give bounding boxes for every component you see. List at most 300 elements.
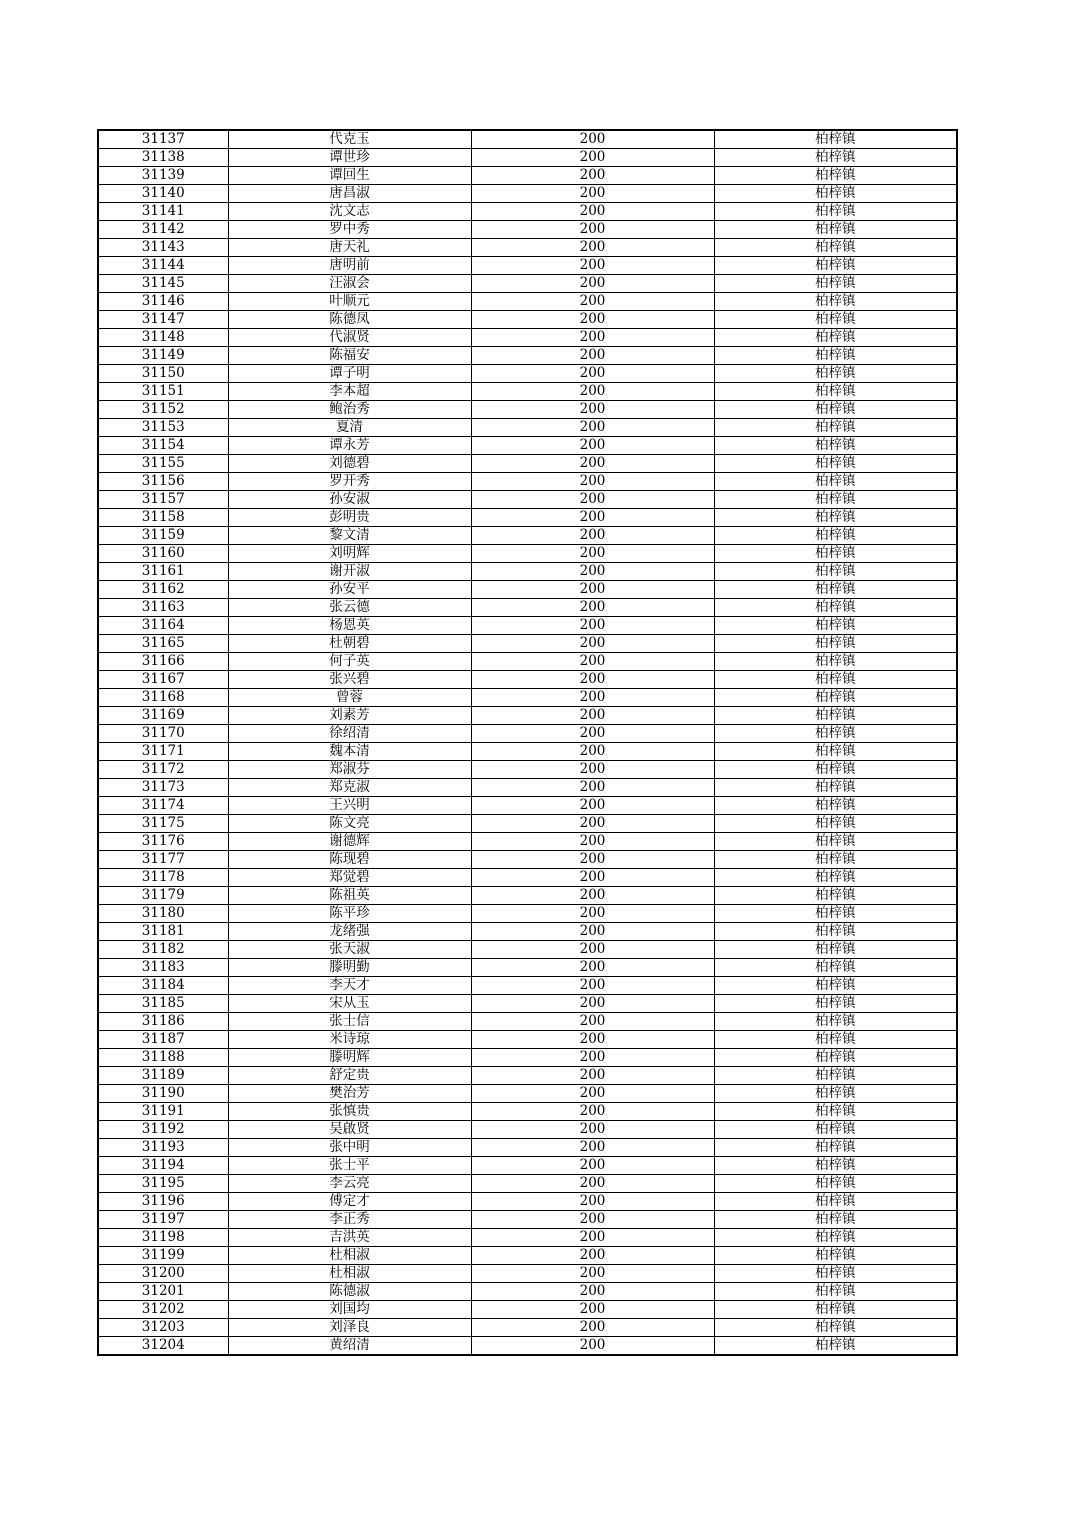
- table-row: [98, 365, 957, 383]
- table-row: [98, 689, 957, 707]
- town-cell: 柏梓镇: [714, 1067, 957, 1085]
- name-cell: 陈福安: [228, 347, 471, 365]
- name-cell: 黄绍清: [228, 1337, 471, 1356]
- town-cell: 柏梓镇: [714, 509, 957, 527]
- table-row: [98, 1103, 957, 1121]
- amount-cell: 200: [471, 1301, 714, 1319]
- table-row: [98, 185, 957, 203]
- amount-cell: 200: [471, 761, 714, 779]
- town-cell: 柏梓镇: [714, 599, 957, 617]
- name-cell: 刘素芳: [228, 707, 471, 725]
- serial-number-cell: 31189: [98, 1067, 228, 1085]
- town-cell: 柏梓镇: [714, 563, 957, 581]
- table-row: [98, 1229, 957, 1247]
- town-cell: 柏梓镇: [714, 473, 957, 491]
- town-cell: 柏梓镇: [714, 725, 957, 743]
- amount-cell: 200: [471, 779, 714, 797]
- name-cell: 杜相淑: [228, 1247, 471, 1265]
- name-cell: 刘国均: [228, 1301, 471, 1319]
- table-row: [98, 833, 957, 851]
- name-cell: 张云德: [228, 599, 471, 617]
- serial-number-cell: 31174: [98, 797, 228, 815]
- name-cell: 滕明勤: [228, 959, 471, 977]
- table-row: [98, 1067, 957, 1085]
- town-cell: 柏梓镇: [714, 977, 957, 995]
- name-cell: 唐天礼: [228, 239, 471, 257]
- serial-number-cell: 31161: [98, 563, 228, 581]
- table-row: [98, 599, 957, 617]
- table-row: [98, 977, 957, 995]
- name-cell: 郑淑芬: [228, 761, 471, 779]
- serial-number-cell: 31160: [98, 545, 228, 563]
- table-row: [98, 635, 957, 653]
- town-cell: 柏梓镇: [714, 1085, 957, 1103]
- serial-number-cell: 31149: [98, 347, 228, 365]
- table-row: [98, 419, 957, 437]
- amount-cell: 200: [471, 275, 714, 293]
- serial-number-cell: 31194: [98, 1157, 228, 1175]
- serial-number-cell: 31191: [98, 1103, 228, 1121]
- town-cell: 柏梓镇: [714, 491, 957, 509]
- name-cell: 张兴碧: [228, 671, 471, 689]
- town-cell: 柏梓镇: [714, 347, 957, 365]
- table-row: [98, 1049, 957, 1067]
- amount-cell: 200: [471, 995, 714, 1013]
- amount-cell: 200: [471, 1013, 714, 1031]
- amount-cell: 200: [471, 1265, 714, 1283]
- town-cell: 柏梓镇: [714, 1211, 957, 1229]
- name-cell: 唐明前: [228, 257, 471, 275]
- amount-cell: 200: [471, 1085, 714, 1103]
- serial-number-cell: 31188: [98, 1049, 228, 1067]
- table-row: [98, 1193, 957, 1211]
- amount-cell: 200: [471, 311, 714, 329]
- serial-number-cell: 31164: [98, 617, 228, 635]
- name-cell: 张天淑: [228, 941, 471, 959]
- town-cell: 柏梓镇: [714, 365, 957, 383]
- amount-cell: 200: [471, 887, 714, 905]
- amount-cell: 200: [471, 1175, 714, 1193]
- name-cell: 魏本清: [228, 743, 471, 761]
- town-cell: 柏梓镇: [714, 1229, 957, 1247]
- town-cell: 柏梓镇: [714, 1157, 957, 1175]
- name-cell: 唐昌淑: [228, 185, 471, 203]
- town-cell: 柏梓镇: [714, 1121, 957, 1139]
- serial-number-cell: 31153: [98, 419, 228, 437]
- name-cell: 夏清: [228, 419, 471, 437]
- name-cell: 陈平珍: [228, 905, 471, 923]
- name-cell: 樊治芳: [228, 1085, 471, 1103]
- town-cell: 柏梓镇: [714, 905, 957, 923]
- amount-cell: 200: [471, 905, 714, 923]
- town-cell: 柏梓镇: [714, 239, 957, 257]
- table-row: [98, 1337, 957, 1356]
- serial-number-cell: 31166: [98, 653, 228, 671]
- serial-number-cell: 31145: [98, 275, 228, 293]
- amount-cell: 200: [471, 671, 714, 689]
- serial-number-cell: 31172: [98, 761, 228, 779]
- town-cell: 柏梓镇: [714, 689, 957, 707]
- town-cell: 柏梓镇: [714, 311, 957, 329]
- roster-table: [97, 129, 958, 1356]
- amount-cell: 200: [471, 833, 714, 851]
- serial-number-cell: 31183: [98, 959, 228, 977]
- amount-cell: 200: [471, 707, 714, 725]
- town-cell: 柏梓镇: [714, 329, 957, 347]
- serial-number-cell: 31197: [98, 1211, 228, 1229]
- serial-number-cell: 31193: [98, 1139, 228, 1157]
- table-row: [98, 1211, 957, 1229]
- amount-cell: 200: [471, 437, 714, 455]
- town-cell: 柏梓镇: [714, 185, 957, 203]
- name-cell: 米诗琼: [228, 1031, 471, 1049]
- town-cell: 柏梓镇: [714, 1337, 957, 1356]
- name-cell: 张中明: [228, 1139, 471, 1157]
- serial-number-cell: 31140: [98, 185, 228, 203]
- serial-number-cell: 31141: [98, 203, 228, 221]
- name-cell: 罗开秀: [228, 473, 471, 491]
- name-cell: 鲍治秀: [228, 401, 471, 419]
- amount-cell: 200: [471, 1337, 714, 1356]
- town-cell: 柏梓镇: [714, 959, 957, 977]
- table-row: [98, 149, 957, 167]
- town-cell: 柏梓镇: [714, 833, 957, 851]
- serial-number-cell: 31156: [98, 473, 228, 491]
- serial-number-cell: 31147: [98, 311, 228, 329]
- serial-number-cell: 31176: [98, 833, 228, 851]
- town-cell: 柏梓镇: [714, 941, 957, 959]
- serial-number-cell: 31201: [98, 1283, 228, 1301]
- table-row: [98, 923, 957, 941]
- town-cell: 柏梓镇: [714, 1319, 957, 1337]
- serial-number-cell: 31169: [98, 707, 228, 725]
- name-cell: 徐绍清: [228, 725, 471, 743]
- town-cell: 柏梓镇: [714, 779, 957, 797]
- town-cell: 柏梓镇: [714, 617, 957, 635]
- amount-cell: 200: [471, 527, 714, 545]
- town-cell: 柏梓镇: [714, 1175, 957, 1193]
- table-row: [98, 203, 957, 221]
- name-cell: 吴啟贤: [228, 1121, 471, 1139]
- name-cell: 谢德辉: [228, 833, 471, 851]
- serial-number-cell: 31144: [98, 257, 228, 275]
- amount-cell: 200: [471, 329, 714, 347]
- serial-number-cell: 31137: [98, 130, 228, 149]
- table-row: [98, 869, 957, 887]
- town-cell: 柏梓镇: [714, 437, 957, 455]
- table-row: [98, 563, 957, 581]
- serial-number-cell: 31195: [98, 1175, 228, 1193]
- table-row: [98, 995, 957, 1013]
- town-cell: 柏梓镇: [714, 653, 957, 671]
- town-cell: 柏梓镇: [714, 743, 957, 761]
- amount-cell: 200: [471, 959, 714, 977]
- amount-cell: 200: [471, 1103, 714, 1121]
- table-row: [98, 1121, 957, 1139]
- name-cell: 陈德淑: [228, 1283, 471, 1301]
- amount-cell: 200: [471, 599, 714, 617]
- amount-cell: 200: [471, 1193, 714, 1211]
- table-row: [98, 671, 957, 689]
- name-cell: 张士平: [228, 1157, 471, 1175]
- name-cell: 陈德凤: [228, 311, 471, 329]
- name-cell: 黎文清: [228, 527, 471, 545]
- amount-cell: 200: [471, 185, 714, 203]
- serial-number-cell: 31142: [98, 221, 228, 239]
- serial-number-cell: 31181: [98, 923, 228, 941]
- serial-number-cell: 31177: [98, 851, 228, 869]
- serial-number-cell: 31155: [98, 455, 228, 473]
- table-row: [98, 1031, 957, 1049]
- name-cell: 吉洪英: [228, 1229, 471, 1247]
- amount-cell: 200: [471, 869, 714, 887]
- table-row: [98, 401, 957, 419]
- name-cell: 陈文亮: [228, 815, 471, 833]
- name-cell: 王兴明: [228, 797, 471, 815]
- serial-number-cell: 31182: [98, 941, 228, 959]
- serial-number-cell: 31148: [98, 329, 228, 347]
- name-cell: 舒定贵: [228, 1067, 471, 1085]
- town-cell: 柏梓镇: [714, 149, 957, 167]
- amount-cell: 200: [471, 977, 714, 995]
- table-row: [98, 743, 957, 761]
- name-cell: 陈祖英: [228, 887, 471, 905]
- town-cell: 柏梓镇: [714, 671, 957, 689]
- serial-number-cell: 31203: [98, 1319, 228, 1337]
- name-cell: 李天才: [228, 977, 471, 995]
- town-cell: 柏梓镇: [714, 401, 957, 419]
- amount-cell: 200: [471, 797, 714, 815]
- amount-cell: 200: [471, 239, 714, 257]
- amount-cell: 200: [471, 167, 714, 185]
- serial-number-cell: 31151: [98, 383, 228, 401]
- town-cell: 柏梓镇: [714, 257, 957, 275]
- name-cell: 杜朝碧: [228, 635, 471, 653]
- amount-cell: 200: [471, 815, 714, 833]
- table-row: [98, 383, 957, 401]
- town-cell: 柏梓镇: [714, 130, 957, 149]
- amount-cell: 200: [471, 203, 714, 221]
- table-row: [98, 455, 957, 473]
- serial-number-cell: 31204: [98, 1337, 228, 1356]
- table-row: [98, 653, 957, 671]
- amount-cell: 200: [471, 689, 714, 707]
- name-cell: 郑觉碧: [228, 869, 471, 887]
- serial-number-cell: 31158: [98, 509, 228, 527]
- name-cell: 谭回生: [228, 167, 471, 185]
- town-cell: 柏梓镇: [714, 1031, 957, 1049]
- name-cell: 孙安平: [228, 581, 471, 599]
- serial-number-cell: 31178: [98, 869, 228, 887]
- serial-number-cell: 31173: [98, 779, 228, 797]
- table-row: [98, 1265, 957, 1283]
- serial-number-cell: 31154: [98, 437, 228, 455]
- name-cell: 代克玉: [228, 130, 471, 149]
- name-cell: 罗中秀: [228, 221, 471, 239]
- amount-cell: 200: [471, 365, 714, 383]
- roster-table-body: [98, 130, 957, 1355]
- serial-number-cell: 31196: [98, 1193, 228, 1211]
- amount-cell: 200: [471, 563, 714, 581]
- serial-number-cell: 31170: [98, 725, 228, 743]
- serial-number-cell: 31152: [98, 401, 228, 419]
- name-cell: 沈文志: [228, 203, 471, 221]
- name-cell: 刘明辉: [228, 545, 471, 563]
- serial-number-cell: 31202: [98, 1301, 228, 1319]
- name-cell: 彭明贵: [228, 509, 471, 527]
- table-row: [98, 275, 957, 293]
- name-cell: 曾蓉: [228, 689, 471, 707]
- amount-cell: 200: [471, 1139, 714, 1157]
- serial-number-cell: 31185: [98, 995, 228, 1013]
- town-cell: 柏梓镇: [714, 455, 957, 473]
- amount-cell: 200: [471, 293, 714, 311]
- name-cell: 刘德碧: [228, 455, 471, 473]
- amount-cell: 200: [471, 1121, 714, 1139]
- town-cell: 柏梓镇: [714, 1193, 957, 1211]
- amount-cell: 200: [471, 653, 714, 671]
- name-cell: 龙绪强: [228, 923, 471, 941]
- town-cell: 柏梓镇: [714, 851, 957, 869]
- serial-number-cell: 31157: [98, 491, 228, 509]
- serial-number-cell: 31167: [98, 671, 228, 689]
- name-cell: 谭永芳: [228, 437, 471, 455]
- table-row: [98, 1283, 957, 1301]
- amount-cell: 200: [471, 401, 714, 419]
- serial-number-cell: 31165: [98, 635, 228, 653]
- town-cell: 柏梓镇: [714, 545, 957, 563]
- amount-cell: 200: [471, 419, 714, 437]
- name-cell: 代淑贤: [228, 329, 471, 347]
- amount-cell: 200: [471, 130, 714, 149]
- serial-number-cell: 31163: [98, 599, 228, 617]
- serial-number-cell: 31162: [98, 581, 228, 599]
- name-cell: 张士信: [228, 1013, 471, 1031]
- amount-cell: 200: [471, 149, 714, 167]
- serial-number-cell: 31190: [98, 1085, 228, 1103]
- town-cell: 柏梓镇: [714, 761, 957, 779]
- town-cell: 柏梓镇: [714, 1013, 957, 1031]
- name-cell: 李本超: [228, 383, 471, 401]
- table-row: [98, 887, 957, 905]
- town-cell: 柏梓镇: [714, 527, 957, 545]
- table-row: [98, 167, 957, 185]
- amount-cell: 200: [471, 347, 714, 365]
- town-cell: 柏梓镇: [714, 869, 957, 887]
- amount-cell: 200: [471, 455, 714, 473]
- amount-cell: 200: [471, 383, 714, 401]
- amount-cell: 200: [471, 473, 714, 491]
- name-cell: 刘泽良: [228, 1319, 471, 1337]
- town-cell: 柏梓镇: [714, 221, 957, 239]
- name-cell: 何子英: [228, 653, 471, 671]
- town-cell: 柏梓镇: [714, 635, 957, 653]
- serial-number-cell: 31198: [98, 1229, 228, 1247]
- table-row: [98, 473, 957, 491]
- amount-cell: 200: [471, 1283, 714, 1301]
- town-cell: 柏梓镇: [714, 275, 957, 293]
- name-cell: 李云亮: [228, 1175, 471, 1193]
- table-row: [98, 905, 957, 923]
- serial-number-cell: 31180: [98, 905, 228, 923]
- serial-number-cell: 31186: [98, 1013, 228, 1031]
- serial-number-cell: 31138: [98, 149, 228, 167]
- table-row: [98, 311, 957, 329]
- table-row: [98, 509, 957, 527]
- serial-number-cell: 31187: [98, 1031, 228, 1049]
- serial-number-cell: 31143: [98, 239, 228, 257]
- table-row: [98, 959, 957, 977]
- amount-cell: 200: [471, 1319, 714, 1337]
- name-cell: 陈现碧: [228, 851, 471, 869]
- table-row: [98, 347, 957, 365]
- serial-number-cell: 31200: [98, 1265, 228, 1283]
- name-cell: 宋从玉: [228, 995, 471, 1013]
- table-row: [98, 851, 957, 869]
- table-row: [98, 130, 957, 149]
- name-cell: 滕明辉: [228, 1049, 471, 1067]
- table-row: [98, 1247, 957, 1265]
- amount-cell: 200: [471, 221, 714, 239]
- table-row: [98, 1157, 957, 1175]
- serial-number-cell: 31159: [98, 527, 228, 545]
- name-cell: 叶顺元: [228, 293, 471, 311]
- amount-cell: 200: [471, 635, 714, 653]
- table-row: [98, 491, 957, 509]
- name-cell: 杜相淑: [228, 1265, 471, 1283]
- serial-number-cell: 31150: [98, 365, 228, 383]
- town-cell: 柏梓镇: [714, 797, 957, 815]
- amount-cell: 200: [471, 1049, 714, 1067]
- serial-number-cell: 31168: [98, 689, 228, 707]
- name-cell: 傅定才: [228, 1193, 471, 1211]
- amount-cell: 200: [471, 923, 714, 941]
- name-cell: 张慎贵: [228, 1103, 471, 1121]
- serial-number-cell: 31146: [98, 293, 228, 311]
- table-row: [98, 437, 957, 455]
- town-cell: 柏梓镇: [714, 995, 957, 1013]
- table-row: [98, 1139, 957, 1157]
- town-cell: 柏梓镇: [714, 923, 957, 941]
- town-cell: 柏梓镇: [714, 419, 957, 437]
- serial-number-cell: 31199: [98, 1247, 228, 1265]
- town-cell: 柏梓镇: [714, 581, 957, 599]
- amount-cell: 200: [471, 617, 714, 635]
- town-cell: 柏梓镇: [714, 1283, 957, 1301]
- table-row: [98, 941, 957, 959]
- town-cell: 柏梓镇: [714, 1049, 957, 1067]
- serial-number-cell: 31179: [98, 887, 228, 905]
- town-cell: 柏梓镇: [714, 167, 957, 185]
- serial-number-cell: 31192: [98, 1121, 228, 1139]
- amount-cell: 200: [471, 257, 714, 275]
- table-row: [98, 581, 957, 599]
- serial-number-cell: 31171: [98, 743, 228, 761]
- amount-cell: 200: [471, 1247, 714, 1265]
- amount-cell: 200: [471, 1031, 714, 1049]
- amount-cell: 200: [471, 1229, 714, 1247]
- table-row: [98, 1085, 957, 1103]
- name-cell: 谭世珍: [228, 149, 471, 167]
- serial-number-cell: 31175: [98, 815, 228, 833]
- table-row: [98, 257, 957, 275]
- table-row: [98, 329, 957, 347]
- table-row: [98, 779, 957, 797]
- name-cell: 谭子明: [228, 365, 471, 383]
- amount-cell: 200: [471, 491, 714, 509]
- table-row: [98, 221, 957, 239]
- amount-cell: 200: [471, 851, 714, 869]
